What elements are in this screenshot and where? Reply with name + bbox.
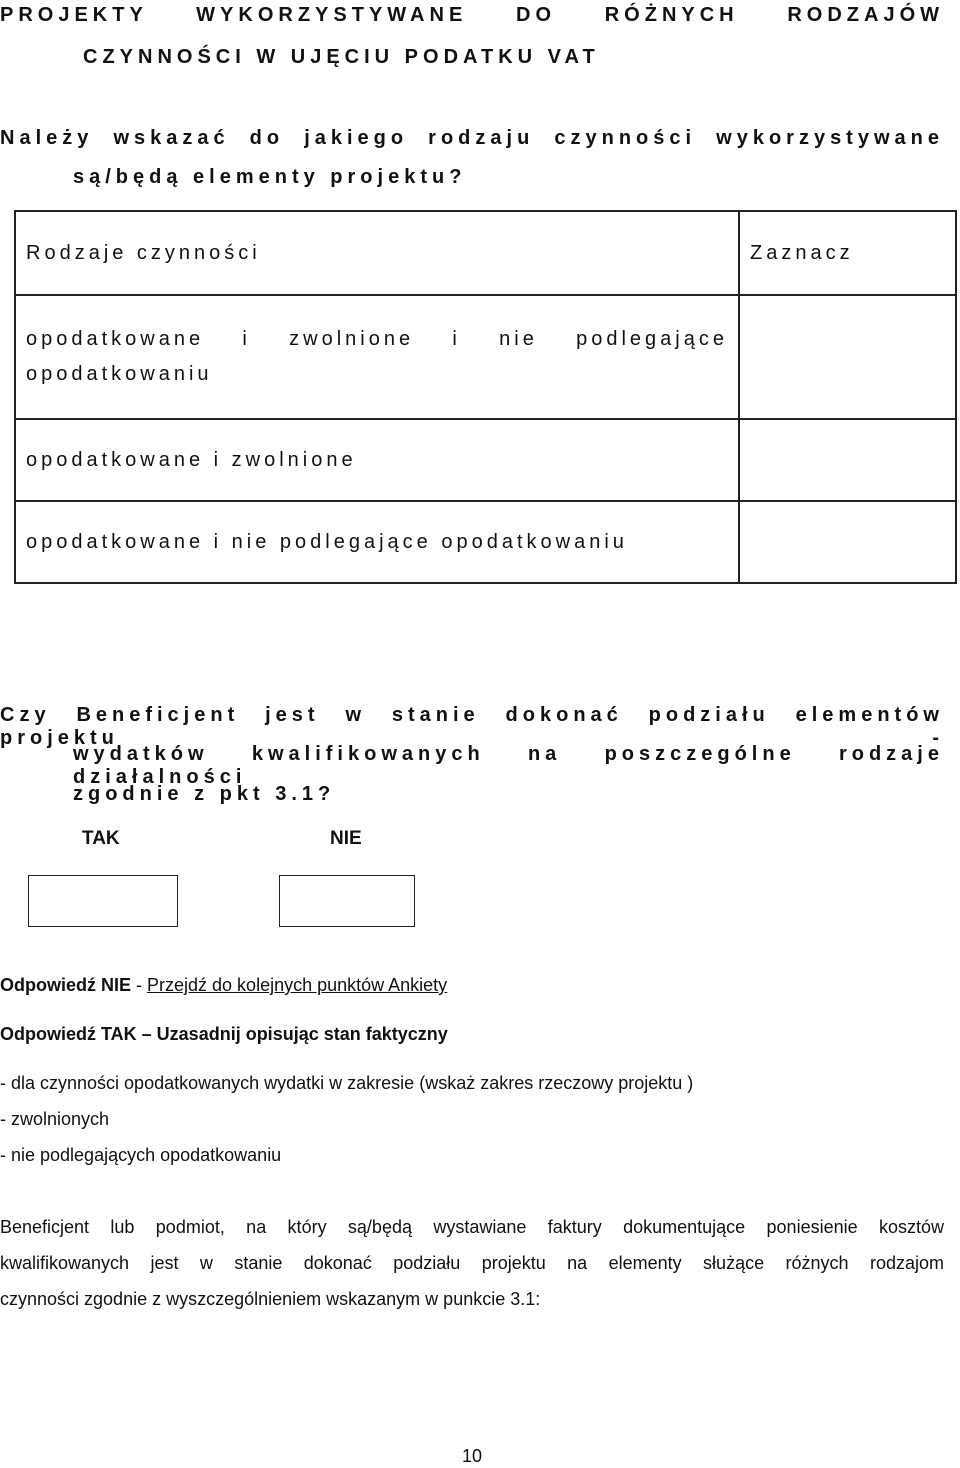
mark-cell[interactable] (739, 419, 956, 501)
heading-line-2: CZYNNOŚCI W UJĘCIU PODATKU VAT (83, 46, 600, 68)
heading-line-1: PROJEKTY WYKORZYSTYWANE DO RÓŻNYCH RODZAJÓW (0, 4, 944, 26)
activity-type-label: opodatkowane i nie podlegające opodatkowaniu (26, 530, 628, 553)
activity-type-cell (15, 501, 739, 583)
answer-tak (0, 1024, 448, 1045)
paragraph-line-2: kwalifikowanych jest w stanie dokonać podziału projektu na elementy służące różnych rodzajom (0, 1253, 944, 1273)
answer-nie (0, 975, 447, 996)
paragraph-line-1: Beneficjent lub podmiot, na który są/będą wystawiane faktury dokumentujące poniesienie kosztów (0, 1217, 944, 1237)
intro-line-2: są/będą elementy projektu? (73, 166, 467, 188)
answer-tak-prefix: Odpowiedź TAK (0, 1024, 137, 1044)
answer-tak-sep: – (136, 1024, 157, 1044)
paragraph-line-3: czynności zgodnie z wyszczególnieniem wskazanym w punkcie 3.1: (0, 1289, 541, 1309)
table-header-row (15, 211, 956, 295)
list-item: - dla czynności opodatkowanych wydatki w zakresie (wskaż zakres rzeczowy projektu ) (0, 1073, 694, 1093)
answer-nie-text: Przejdź do kolejnych punktów Ankiety (147, 975, 448, 995)
nie-checkbox[interactable] (279, 875, 415, 927)
activity-type-label: opodatkowane i zwolnione i nie podlegające (26, 328, 728, 350)
activity-type-label-cont: opodatkowaniu (26, 363, 213, 385)
table-row (15, 419, 956, 501)
header-activity-types: Rodzaje czynności (15, 211, 739, 295)
header-mark: Zaznacz (739, 211, 956, 295)
question-line-3: zgodnie z pkt 3.1? (73, 783, 336, 805)
activity-type-cell (15, 419, 739, 501)
question-line-1: Czy Beneficjent jest w stanie dokonać podziału elementów projektu - (0, 704, 944, 749)
activity-type-label: opodatkowane i zwolnione (26, 448, 357, 471)
question-line-2: wydatków kwalifikowanych na poszczególne rodzaje działalności (73, 743, 944, 788)
tak-checkbox[interactable] (28, 875, 178, 927)
page-number: 10 (461, 1446, 483, 1466)
tak-label: TAK (82, 828, 120, 849)
mark-cell[interactable] (739, 501, 956, 583)
answer-nie-prefix: Odpowiedź NIE (0, 975, 132, 995)
table-row (15, 501, 956, 583)
intro-line-1: Należy wskazać do jakiego rodzaju czynności wykorzystywane (0, 127, 944, 149)
answer-nie-sep: - (131, 975, 148, 995)
table-row (15, 295, 956, 419)
mark-cell[interactable] (739, 295, 956, 419)
activity-types-table (14, 210, 957, 584)
list-item: - nie podlegających opodatkowaniu (0, 1145, 282, 1165)
list-item: - zwolnionych (0, 1109, 110, 1129)
answer-tak-text: Uzasadnij opisując stan faktyczny (156, 1024, 448, 1044)
nie-label: NIE (330, 828, 362, 849)
activity-type-cell (15, 295, 739, 419)
